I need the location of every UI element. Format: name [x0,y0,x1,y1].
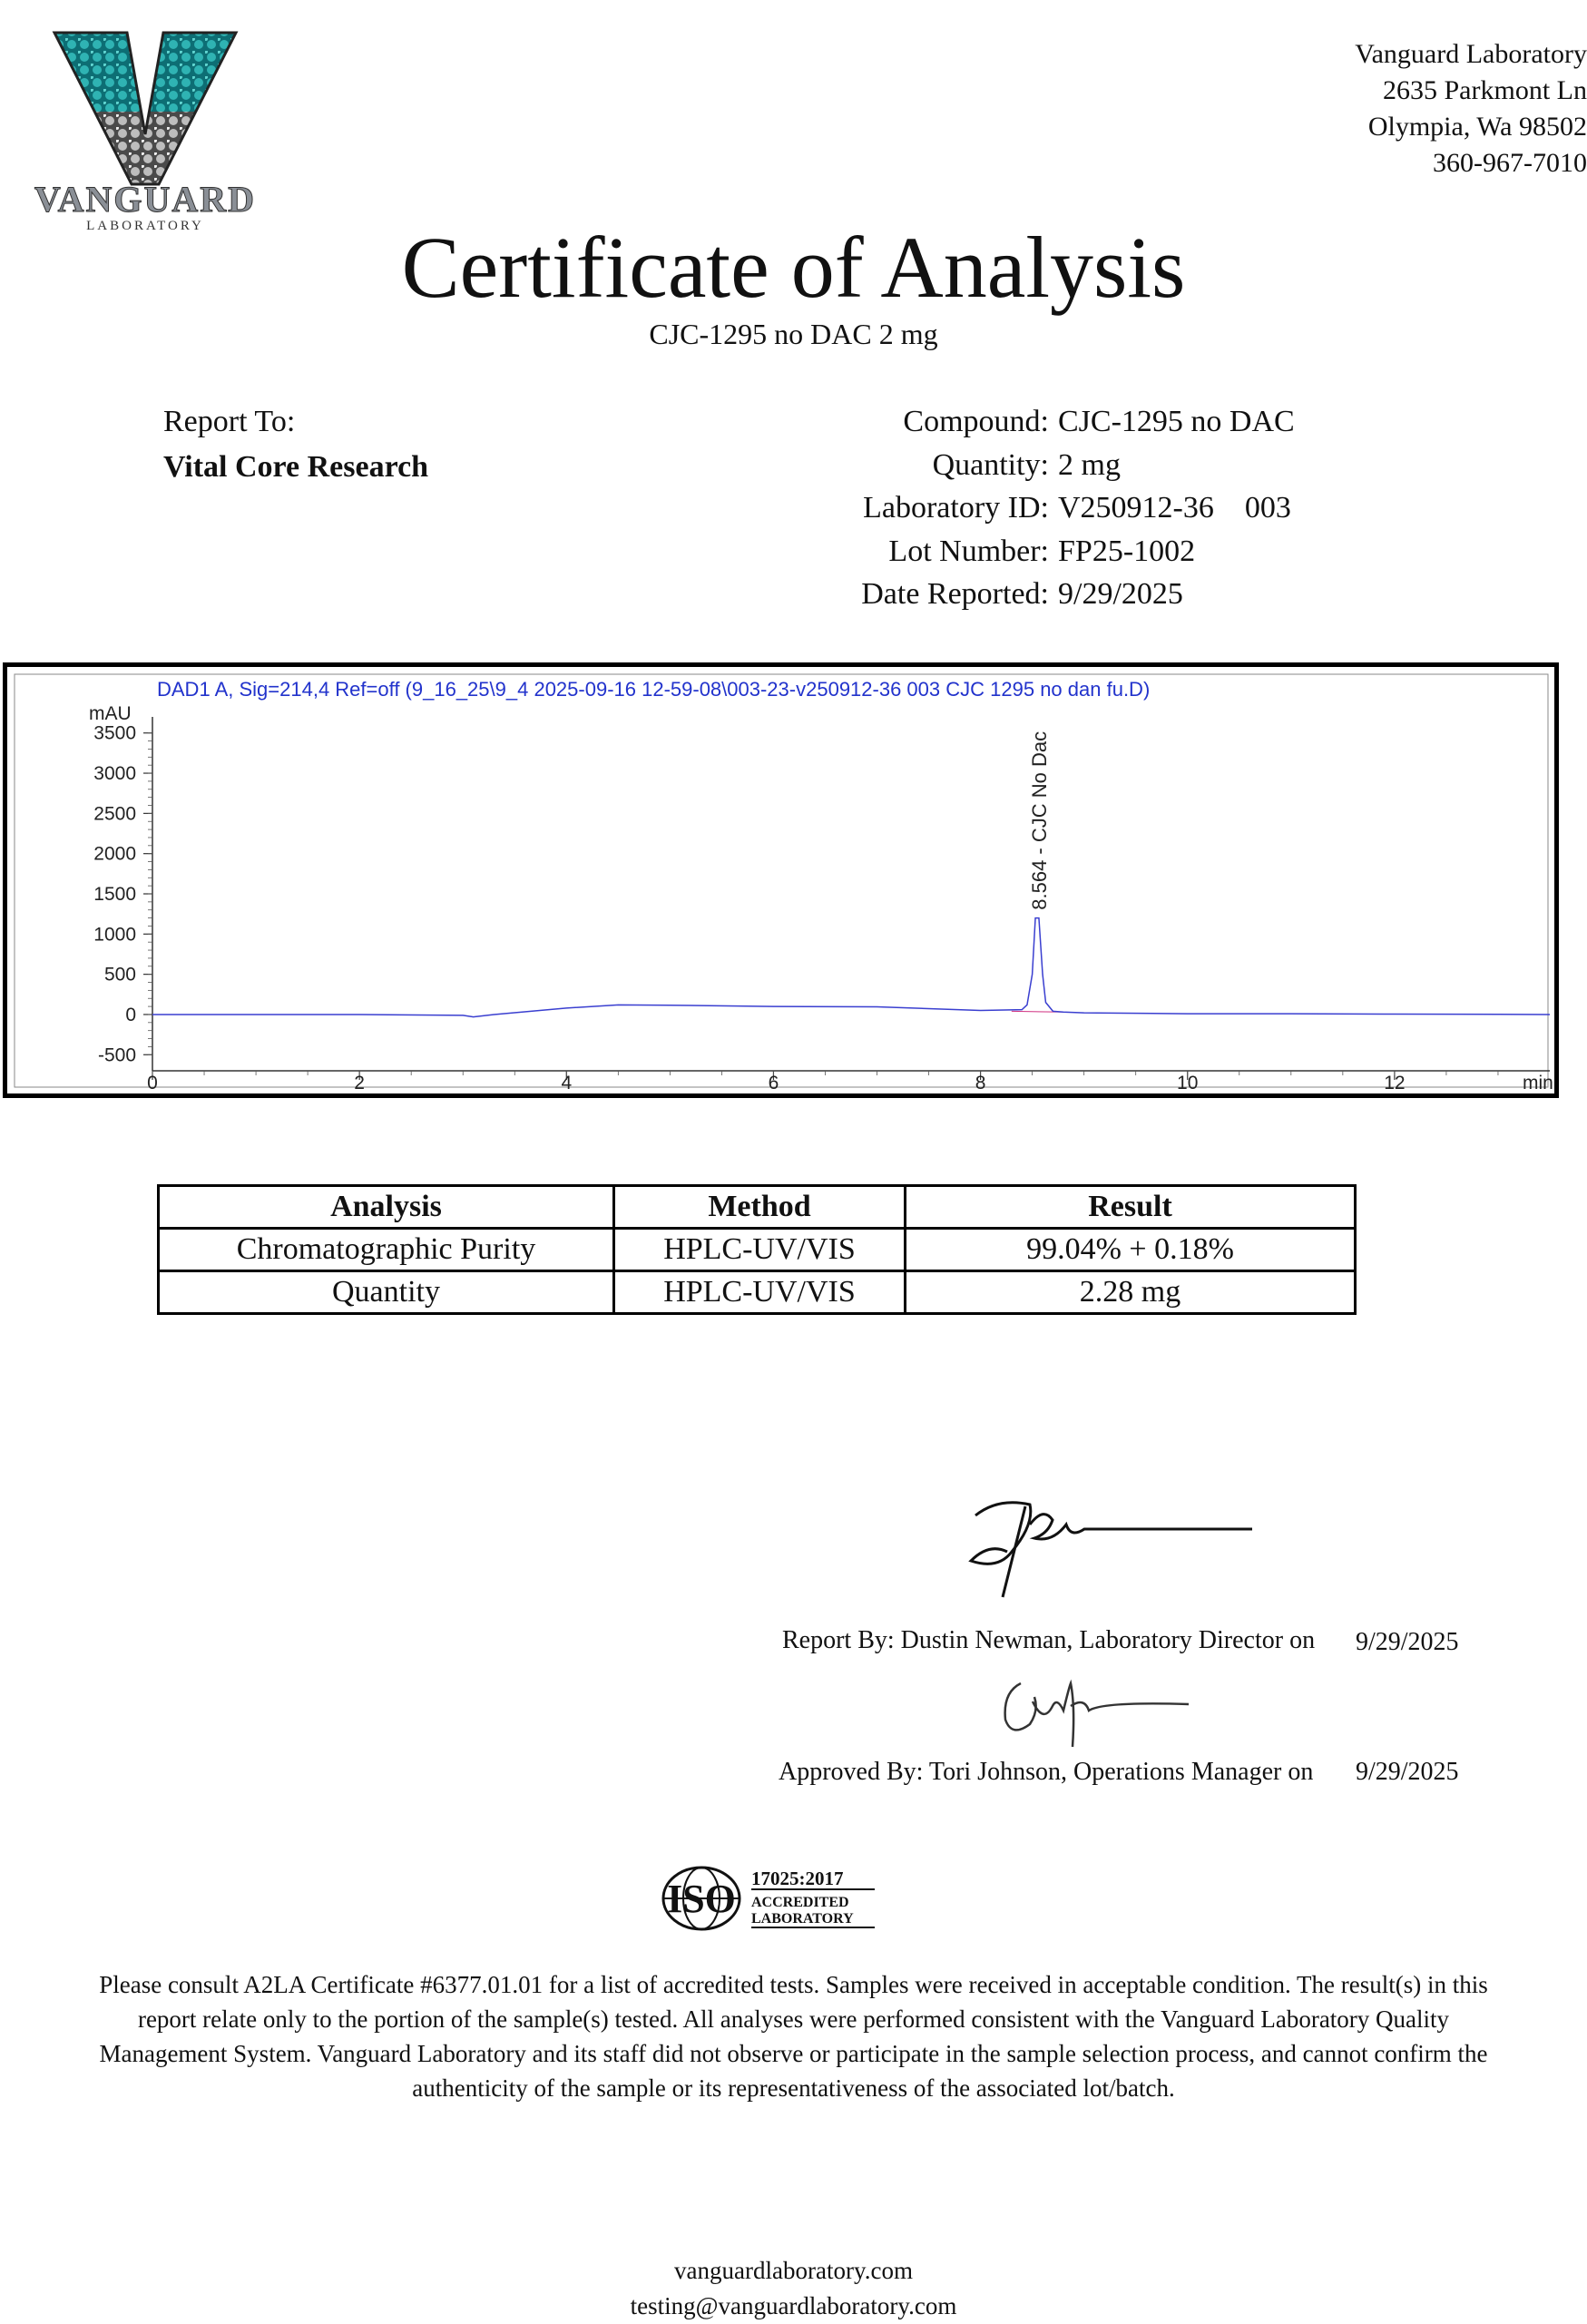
report-by-text: Report By: Dustin Newman, Laboratory Director on [782,1626,1316,1654]
info-value: CJC-1295 no DAC [1058,405,1295,438]
y-tick-label: 0 [125,1004,136,1025]
disclaimer-line: Please consult A2LA Certificate #6377.01.01 for a list of accredited tests. Samples were received in acceptable condition. The result(s) in this [99,1971,1488,1998]
footer-email: testing@vanguardlaboratory.com [630,2292,957,2319]
y-axis-label: mAU [89,703,132,724]
info-value: FP25-1002 [1058,534,1196,568]
approved-by-text: Approved By: Tori Johnson, Operations Manager on [779,1758,1314,1786]
signature-dustin-newman [962,1488,1270,1606]
info-key: Date Reported: [861,577,1049,611]
info-key: Quantity: [932,447,1049,482]
x-tick-label: 8 [975,1073,986,1093]
info-row-lab-id [780,491,1295,534]
cell-analysis: Quantity [159,1271,614,1314]
table-row [159,1271,1356,1314]
disclaimer-line: report relate only to the portion of the sample(s) tested. All analyses were performed consistent with the Vanguard Laboratory Quality [137,2005,1450,2033]
report-to-name: Vital Core Research [163,450,429,484]
iso-laboratory: LABORATORY [751,1911,854,1927]
logo-wordmark: VANGUARD [34,179,257,220]
chart-title: DAD1 A, Sig=214,4 Ref=off (9_16_25\9_4 2025-09-16 12-59-08\003-23-v250912-36 003 CJC 1295 no dan fu.D) [157,678,1151,701]
address-line: 2635 Parkmont Ln [1383,75,1587,105]
info-value: 9/29/2025 [1058,577,1183,611]
y-tick-label: -500 [97,1044,136,1066]
y-tick-label: 2000 [93,843,136,865]
iso-text: ISO [667,1877,736,1921]
iso-standard: 17025:2017 [751,1868,844,1889]
footer-website: vanguardlaboratory.com [674,2257,913,2284]
x-tick-label: 0 [147,1073,158,1093]
info-row-date-reported [780,577,1295,621]
header-result: Result [906,1186,1356,1229]
peak-label: 8.564 - CJC No Dac [1027,731,1051,910]
info-value: 2 mg [1058,447,1121,482]
table-row [159,1229,1356,1271]
address-phone: 360-967-7010 [1433,148,1587,178]
info-key: Laboratory ID: [863,491,1049,525]
x-tick-label: 2 [354,1073,365,1093]
footer [0,2253,1587,2324]
signature-tori-johnson [998,1670,1207,1751]
page-title: Certificate of Analysis [401,219,1186,316]
sample-info [780,405,1295,621]
header-method: Method [614,1186,906,1229]
x-tick-label: 6 [768,1073,779,1093]
header-analysis: Analysis [159,1186,614,1229]
results-table [157,1184,1357,1315]
y-tick-label: 3500 [93,722,136,744]
disclaimer [18,1967,1569,2105]
y-tick-label: 1500 [93,884,136,905]
x-axis-label: min [1523,1073,1553,1093]
logo-subtitle: LABORATORY [86,219,204,233]
plot-area-border [15,674,1548,1087]
cell-analysis: Chromatographic Purity [159,1229,614,1271]
cell-result: 99.04% + 0.18% [906,1229,1356,1271]
info-row-compound [780,405,1295,448]
series-line-0 [152,918,1550,1017]
iso-accreditation-badge [661,1865,878,1933]
report-to-label: Report To: [163,405,296,438]
lab-address [1224,36,1587,181]
y-tick-label: 2500 [93,803,136,825]
x-tick-label: 12 [1384,1073,1406,1093]
cell-method: HPLC-UV/VIS [614,1229,906,1271]
cell-method: HPLC-UV/VIS [614,1271,906,1314]
page-subtitle: CJC-1295 no DAC 2 mg [649,318,938,350]
info-key: Lot Number: [888,534,1049,568]
info-row-quantity [780,448,1295,492]
iso-accredited: ACCREDITED [751,1895,849,1910]
table-header-row [159,1186,1356,1229]
address-line: Olympia, Wa 98502 [1367,112,1587,142]
info-key: Compound: [903,405,1049,438]
disclaimer-line: Management System. Vanguard Laboratory and its staff did not observe or participate in the sample selection process, and cannot confirm the [99,2040,1488,2067]
cell-result: 2.28 mg [906,1271,1356,1314]
approved-date: 9/29/2025 [1356,1758,1459,1786]
disclaimer-line: authenticity of the sample or its representativeness of the associated lot/batch. [412,2074,1175,2102]
chromatogram-plot [7,667,1554,1093]
info-row-lot-number [780,534,1295,578]
x-tick-label: 4 [561,1073,573,1093]
y-tick-label: 3000 [93,763,136,785]
y-tick-label: 1000 [93,924,136,946]
info-value: V250912-36 003 [1058,491,1291,525]
y-tick-label: 500 [103,964,136,985]
vanguard-logo [27,25,263,234]
address-line: Vanguard Laboratory [1355,39,1587,69]
report-date: 9/29/2025 [1356,1628,1459,1656]
x-tick-label: 10 [1177,1073,1199,1093]
chromatogram [3,662,1559,1098]
